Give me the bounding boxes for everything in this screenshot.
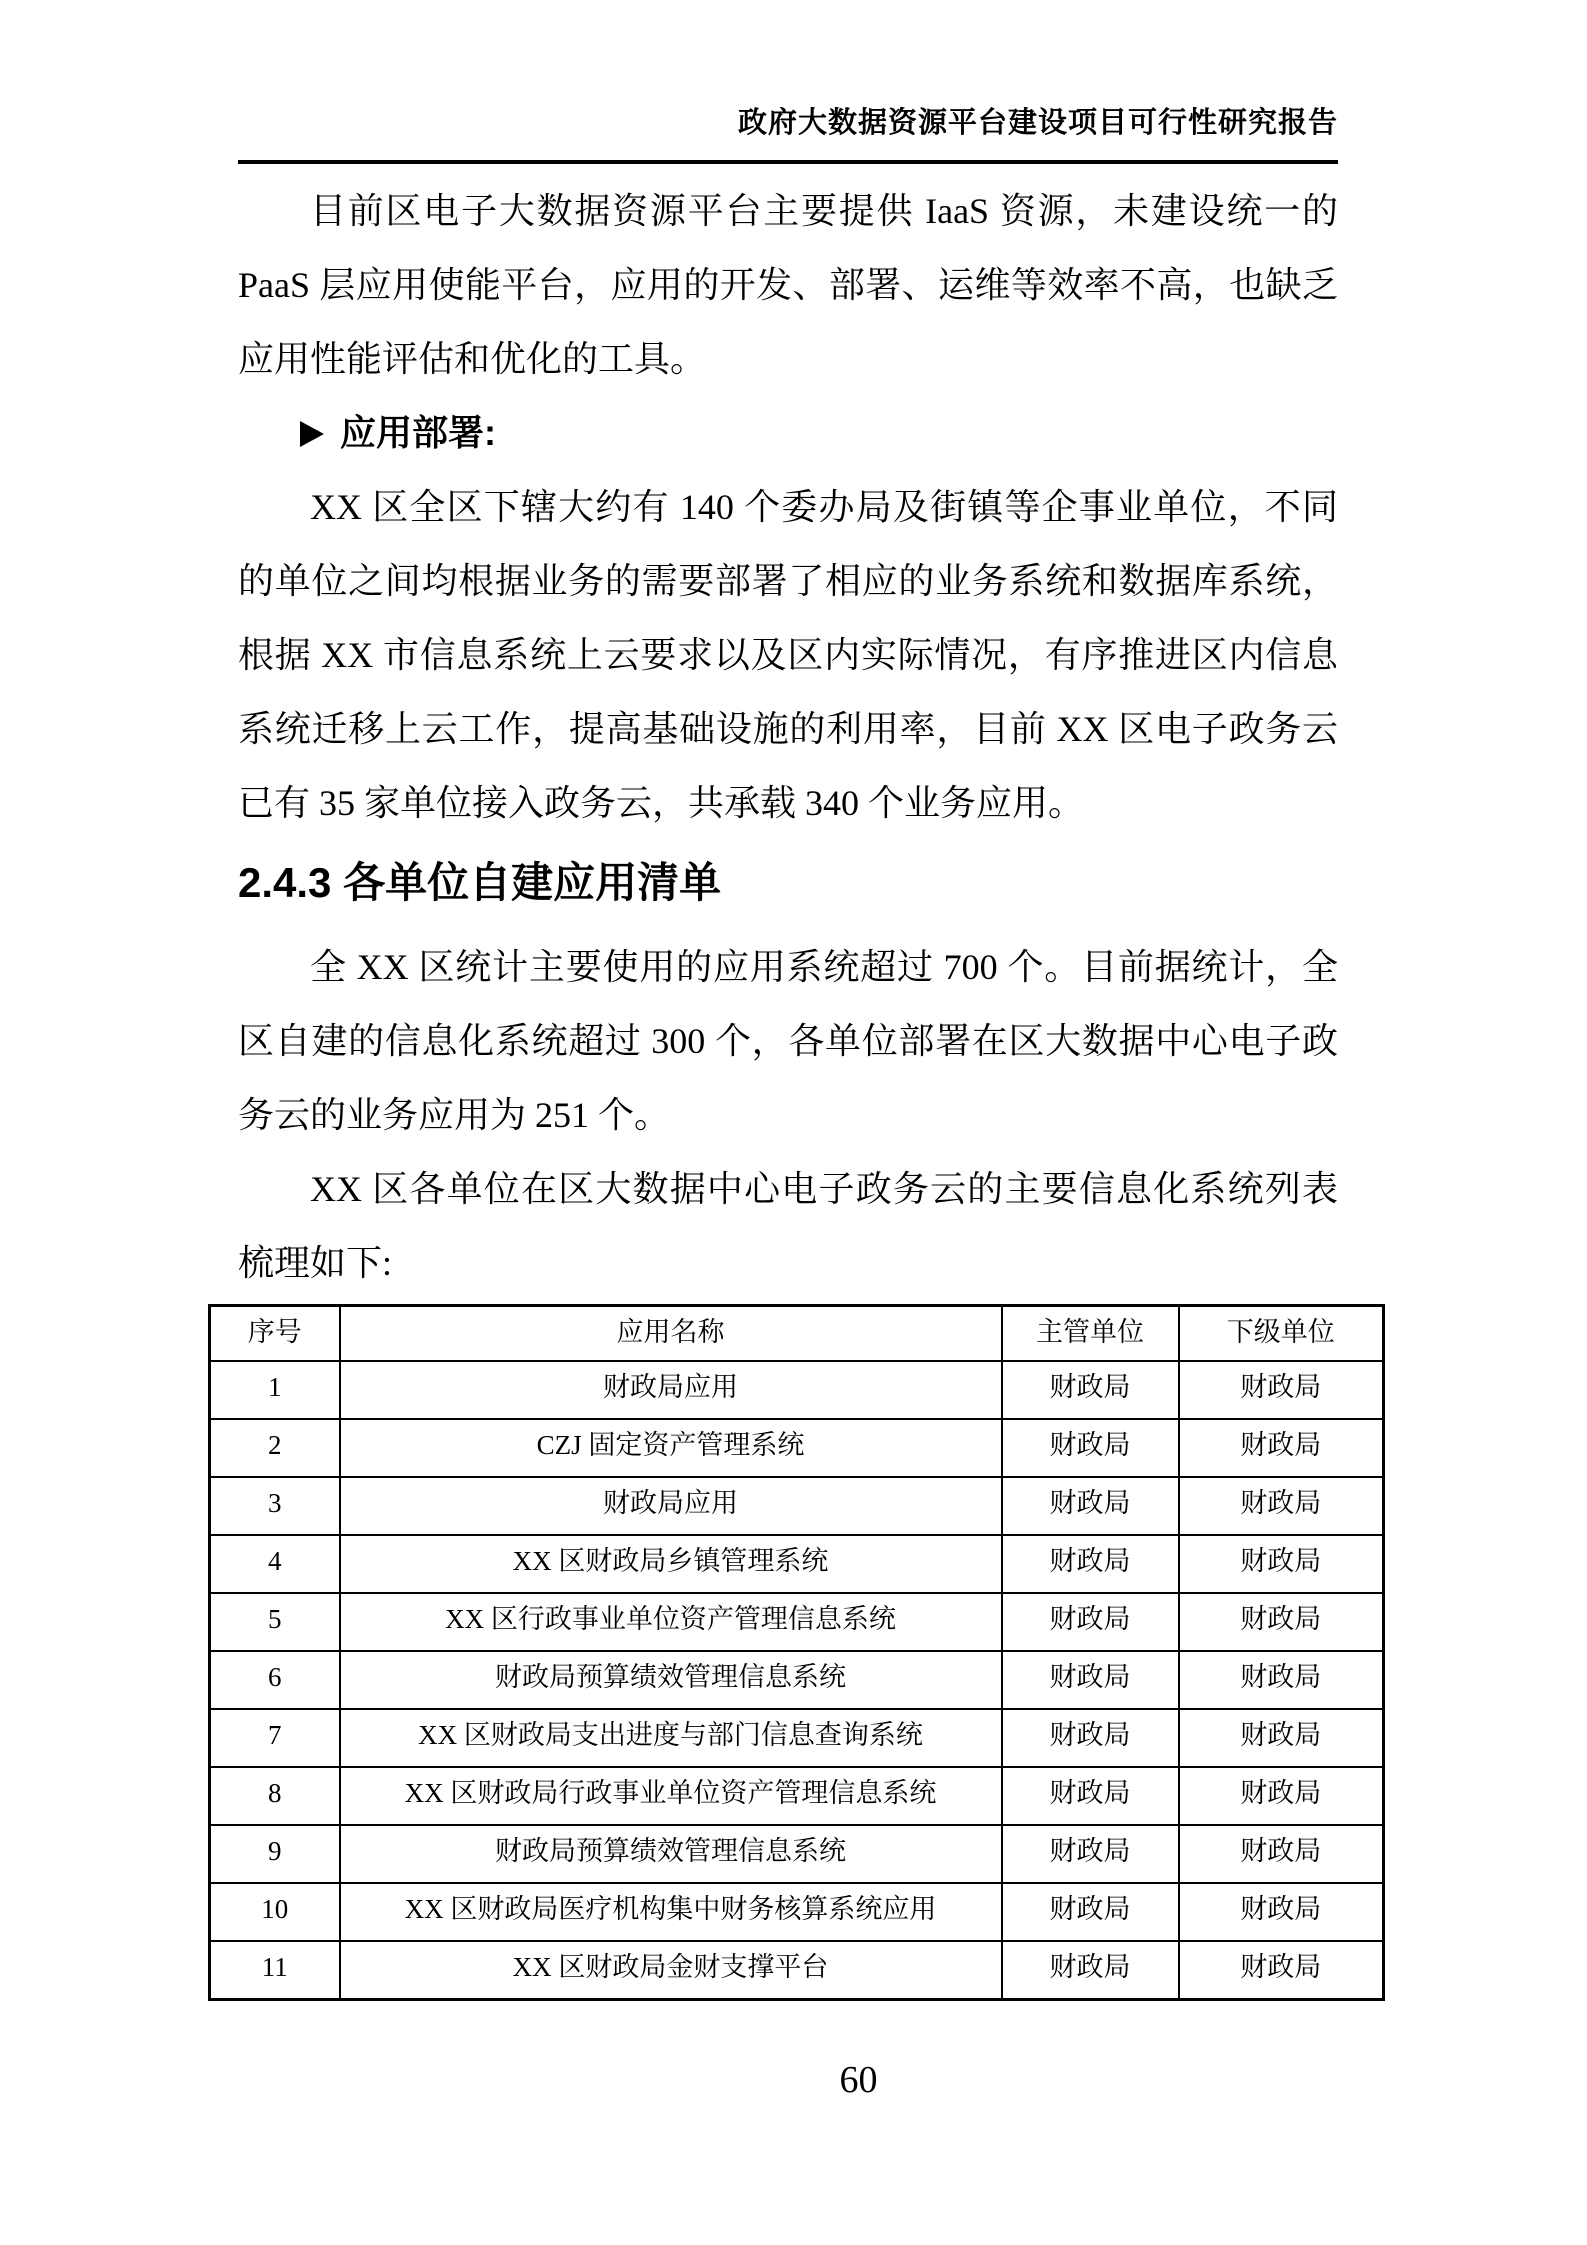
paragraph-app-statistics: 全 XX 区统计主要使用的应用系统超过 700 个。目前据统计，全区自建的信息化系统超过 300 个，各单位部署在区大数据中心电子政务云的业务应用为 251 个。 [238, 947, 1338, 1135]
page-number: 60 [839, 2059, 878, 2101]
column-header-下级单位: 下级单位 [1179, 1306, 1384, 1362]
paragraph-app-deployment: XX 区全区下辖大约有 140 个委办局及街镇等企事业单位，不同的单位之间均根据业务的需要部署了相应的业务系统和数据库系统，根据 XX 市信息系统上云要求以及区内实际情况，有序推进区内信息系统迁移上云工作，提高基础设施的利用率，目前 XX 区电子政务云已有 35 家单位接入政务云，共承载 340 个业务应用。 [238, 487, 1338, 823]
table-cell: XX 区财政局医疗机构集中财务核算系统应用 [340, 1883, 1002, 1941]
table-cell: 5 [210, 1593, 340, 1651]
applications-table [208, 1304, 1385, 2001]
table-header-row [210, 1306, 1384, 1362]
table-cell: 财政局 [1179, 1651, 1384, 1709]
table-cell: 财政局 [1179, 1477, 1384, 1535]
table-cell: 财政局 [1179, 1825, 1384, 1883]
table-cell: 财政局 [1002, 1651, 1179, 1709]
table-cell: XX 区财政局乡镇管理系统 [340, 1535, 1002, 1593]
table-cell: 财政局 [1179, 1941, 1384, 2000]
table-cell: 财政局 [1002, 1419, 1179, 1477]
table-cell: 财政局 [1179, 1361, 1384, 1419]
table-cell: 3 [210, 1477, 340, 1535]
table-cell: 财政局应用 [340, 1477, 1002, 1535]
document-body [238, 174, 1338, 1300]
bullet-label: 应用部署: [340, 412, 496, 453]
table-cell: 财政局预算绩效管理信息系统 [340, 1825, 1002, 1883]
table-row [210, 1709, 1384, 1767]
table-cell: 4 [210, 1535, 340, 1593]
table-cell: 8 [210, 1767, 340, 1825]
table-cell: 财政局应用 [340, 1361, 1002, 1419]
table-cell: 9 [210, 1825, 340, 1883]
running-header-title: 政府大数据资源平台建设项目可行性研究报告 [737, 107, 1338, 139]
table-row [210, 1361, 1384, 1419]
table-cell: 财政局 [1179, 1767, 1384, 1825]
table-cell: 财政局 [1179, 1883, 1384, 1941]
table-cell: XX 区财政局支出进度与部门信息查询系统 [340, 1709, 1002, 1767]
column-header-app-name: 应用名称 [340, 1306, 1002, 1362]
table-row [210, 1825, 1384, 1883]
paragraph-table-intro: XX 区各单位在区大数据中心电子政务云的主要信息化系统列表梳理如下: [238, 1169, 1338, 1283]
table-cell: 7 [210, 1709, 340, 1767]
table-cell: 1 [210, 1361, 340, 1419]
column-header-主管单位: 主管单位 [1002, 1306, 1179, 1362]
paragraph-current-platform: 目前区电子大数据资源平台主要提供 IaaS 资源，未建设统一的 PaaS 层应用使能平台，应用的开发、部署、运维等效率不高，也缺乏应用性能评估和优化的工具。 [238, 191, 1338, 379]
table-cell: 财政局 [1002, 1883, 1179, 1941]
table-cell: XX 区行政事业单位资产管理信息系统 [340, 1593, 1002, 1651]
table-cell: 财政局 [1179, 1709, 1384, 1767]
table-cell: 财政局 [1002, 1593, 1179, 1651]
table-row [210, 1651, 1384, 1709]
table-cell: 6 [210, 1651, 340, 1709]
column-header-index: 序号 [210, 1306, 340, 1362]
table-cell: 财政局 [1179, 1535, 1384, 1593]
table-cell: 财政局 [1002, 1825, 1179, 1883]
table-cell: 财政局 [1002, 1361, 1179, 1419]
table-row [210, 1535, 1384, 1593]
table-cell: 财政局预算绩效管理信息系统 [340, 1651, 1002, 1709]
arrowhead-right-icon [300, 421, 324, 447]
table-cell: 财政局 [1002, 1477, 1179, 1535]
bullet-item-app-deployment [238, 396, 1338, 470]
table-cell: 2 [210, 1419, 340, 1477]
table-row [210, 1593, 1384, 1651]
table-row [210, 1941, 1384, 2000]
table-cell: XX 区财政局行政事业单位资产管理信息系统 [340, 1767, 1002, 1825]
table-cell: 财政局 [1179, 1593, 1384, 1651]
table-cell: CZJ 固定资产管理系统 [340, 1419, 1002, 1477]
table-cell: 财政局 [1002, 1709, 1179, 1767]
table-body [210, 1361, 1384, 2000]
table-cell: 财政局 [1002, 1941, 1179, 2000]
table-cell: 11 [210, 1941, 340, 2000]
table-cell: XX 区财政局金财支撑平台 [340, 1941, 1002, 2000]
table-cell: 10 [210, 1883, 340, 1941]
document-header [238, 0, 1338, 164]
table-row [210, 1767, 1384, 1825]
table-cell: 财政局 [1002, 1535, 1179, 1593]
table-row [210, 1883, 1384, 1941]
table-row [210, 1477, 1384, 1535]
section-heading-2-4-3: 2.4.3 各单位自建应用清单 [238, 859, 722, 906]
header-rule [238, 160, 1338, 164]
table-cell: 财政局 [1002, 1767, 1179, 1825]
table-cell: 财政局 [1179, 1419, 1384, 1477]
table-row [210, 1419, 1384, 1477]
